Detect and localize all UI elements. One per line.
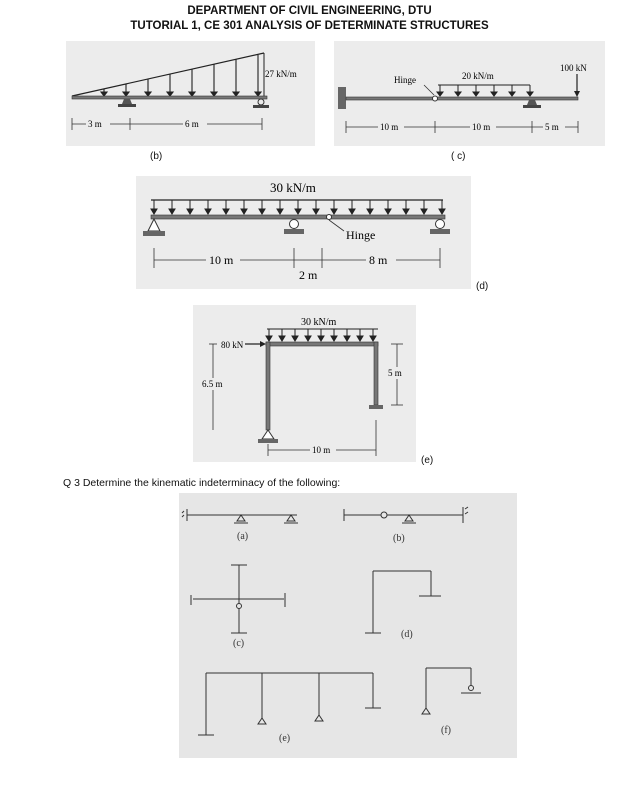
document-subtitle: TUTORIAL 1, CE 301 ANALYSIS OF DETERMINATE STRUCTURES	[130, 20, 489, 32]
sketch-a	[182, 509, 298, 523]
document-title: DEPARTMENT OF CIVIL ENGINEERING, DTU	[187, 5, 432, 17]
sketch-c	[191, 565, 285, 633]
fig-c-udl-label: 20 kN/m	[462, 71, 494, 81]
figure-c-panel	[334, 41, 605, 146]
fig-b-load-label: 27 kN/m	[265, 69, 297, 79]
fig-b-dim-1: 3 m	[88, 119, 102, 129]
fig-e-udl-label: 30 kN/m	[301, 317, 337, 328]
fig-c-hinge-label: Hinge	[394, 75, 416, 85]
figure-e-drawing	[193, 305, 416, 462]
sketch-f-label: (f)	[441, 725, 451, 736]
q3-sketches	[179, 493, 517, 758]
fig-d-hinge-label: Hinge	[346, 228, 376, 242]
fig-c-dim-3: 5 m	[545, 122, 559, 132]
figure-b-panel	[66, 41, 315, 146]
fig-d-dim-1: 10 m	[209, 253, 234, 267]
fig-d-dim-2: 2 m	[299, 268, 318, 282]
fig-d-caption: (d)	[476, 281, 489, 292]
fig-b-caption: (b)	[150, 151, 163, 162]
figure-e-panel	[193, 305, 416, 462]
sketch-e	[198, 673, 381, 735]
sketch-d-label: (d)	[401, 629, 413, 640]
sketch-e-label: (e)	[279, 733, 291, 744]
sketch-c-label: (c)	[233, 638, 245, 649]
fig-d-load-label: 30 kN/m	[270, 180, 316, 195]
figure-d-panel	[136, 176, 471, 289]
fig-e-point-load-label: 80 kN	[221, 340, 244, 350]
figure-b-drawing	[66, 41, 315, 146]
fig-e-dim-right: 5 m	[388, 368, 402, 378]
question-3-text: Q 3 Determine the kinematic indeterminacy of the following:	[63, 477, 341, 489]
fig-e-dim-left: 6.5 m	[202, 379, 223, 389]
sketch-a-label: (a)	[237, 531, 249, 542]
sketch-b	[344, 507, 468, 523]
fig-c-dim-1: 10 m	[380, 122, 399, 132]
sketch-d	[365, 571, 441, 633]
sketch-f	[422, 668, 481, 714]
figure-c-drawing	[334, 41, 605, 146]
fig-c-point-load-label: 100 kN	[560, 63, 587, 73]
fig-e-dim-bottom: 10 m	[312, 445, 331, 455]
fig-c-caption: ( c)	[451, 151, 466, 162]
figure-d-drawing	[136, 176, 471, 289]
sketch-b-label: (b)	[393, 533, 405, 544]
fig-b-dim-2: 6 m	[185, 119, 199, 129]
fig-d-dim-3: 8 m	[369, 253, 388, 267]
q3-sketch-panel	[179, 493, 517, 758]
fig-c-dim-2: 10 m	[472, 122, 491, 132]
fig-e-caption: (e)	[421, 455, 434, 466]
